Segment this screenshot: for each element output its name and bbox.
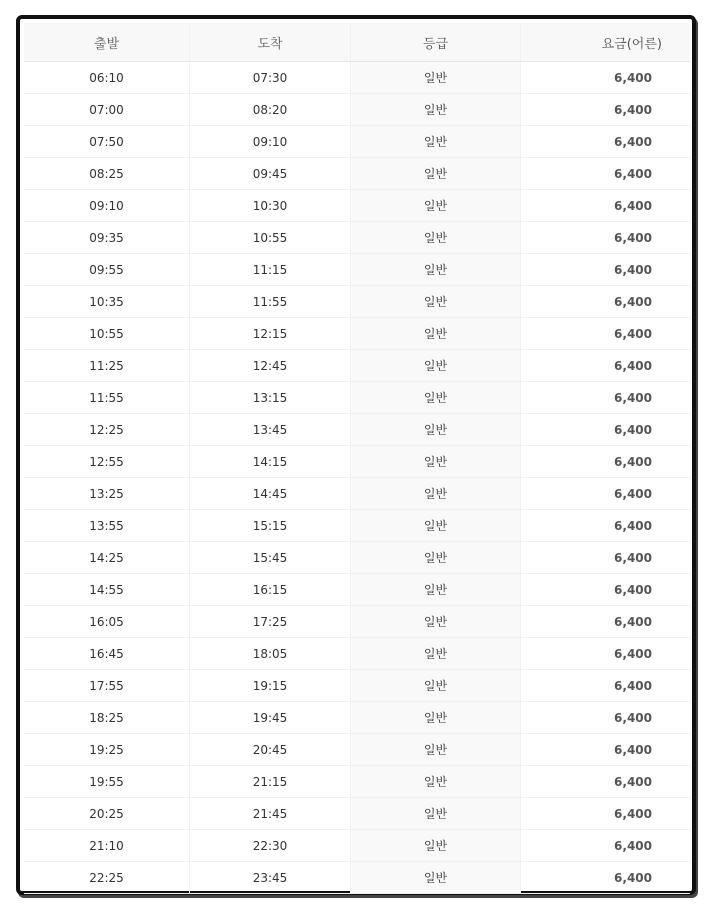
- fare-cell: 6,400: [614, 870, 652, 885]
- depart-time: 14:55: [24, 574, 190, 605]
- table-row: [24, 414, 690, 446]
- grade-cell: 일반: [351, 62, 521, 93]
- depart-time: 18:25: [24, 702, 190, 733]
- grade-cell: 일반: [351, 766, 521, 797]
- depart-time: 10:35: [24, 286, 190, 317]
- grade-cell: 일반: [351, 94, 521, 125]
- grade-cell: 일반: [351, 862, 521, 893]
- depart-time: 09:55: [24, 254, 190, 285]
- grade-cell: 일반: [351, 126, 521, 157]
- depart-time: 08:25: [24, 158, 190, 189]
- header-grade: 등급: [351, 23, 521, 61]
- arrive-time: 15:15: [190, 510, 351, 541]
- arrive-time: 14:15: [190, 446, 351, 477]
- fare-cell: 6,400: [614, 614, 652, 629]
- fare-cell: 6,400: [614, 294, 652, 309]
- depart-time: 11:55: [24, 382, 190, 413]
- grade-cell: 일반: [351, 158, 521, 189]
- table-row: [24, 766, 690, 798]
- grade-cell: 일반: [351, 190, 521, 221]
- arrive-time: 09:10: [190, 126, 351, 157]
- table-row: [24, 606, 690, 638]
- depart-time: 09:10: [24, 190, 190, 221]
- grade-cell: 일반: [351, 350, 521, 381]
- grade-cell: 일반: [351, 510, 521, 541]
- fare-cell: 6,400: [614, 582, 652, 597]
- depart-time: 14:25: [24, 542, 190, 573]
- arrive-time: 20:45: [190, 734, 351, 765]
- fare-cell: 6,400: [614, 646, 652, 661]
- timetable-frame: [16, 15, 696, 895]
- arrive-time: 07:30: [190, 62, 351, 93]
- arrive-time: 21:15: [190, 766, 351, 797]
- fare-cell: 6,400: [614, 166, 652, 181]
- grade-cell: 일반: [351, 830, 521, 861]
- fare-cell: 6,400: [614, 806, 652, 821]
- fare-cell: 6,400: [614, 230, 652, 245]
- arrive-time: 09:45: [190, 158, 351, 189]
- grade-cell: 일반: [351, 542, 521, 573]
- table-row: [24, 798, 690, 830]
- table-row: [24, 94, 690, 126]
- grade-cell: 일반: [351, 318, 521, 349]
- grade-cell: 일반: [351, 446, 521, 477]
- arrive-time: 10:30: [190, 190, 351, 221]
- arrive-time: 11:15: [190, 254, 351, 285]
- depart-time: 20:25: [24, 798, 190, 829]
- table-row: [24, 478, 690, 510]
- depart-time: 09:35: [24, 222, 190, 253]
- arrive-time: 08:20: [190, 94, 351, 125]
- fare-cell: 6,400: [614, 70, 652, 85]
- bus-timetable: [24, 23, 690, 894]
- arrive-time: 23:45: [190, 862, 351, 893]
- table-row: [24, 510, 690, 542]
- header-fare: 요금(어른): [601, 36, 662, 52]
- arrive-time: 15:45: [190, 542, 351, 573]
- fare-cell: 6,400: [614, 102, 652, 117]
- grade-cell: 일반: [351, 254, 521, 285]
- depart-time: 19:55: [24, 766, 190, 797]
- depart-time: 17:55: [24, 670, 190, 701]
- arrive-time: 12:15: [190, 318, 351, 349]
- arrive-time: 10:55: [190, 222, 351, 253]
- depart-time: 06:10: [24, 62, 190, 93]
- arrive-time: 22:30: [190, 830, 351, 861]
- depart-time: 16:45: [24, 638, 190, 669]
- arrive-time: 11:55: [190, 286, 351, 317]
- fare-cell: 6,400: [614, 678, 652, 693]
- table-row: [24, 830, 690, 862]
- grade-cell: 일반: [351, 702, 521, 733]
- grade-cell: 일반: [351, 286, 521, 317]
- header-arrive: 도착: [190, 23, 351, 61]
- fare-cell: 6,400: [614, 422, 652, 437]
- table-row: [24, 574, 690, 606]
- fare-cell: 6,400: [614, 774, 652, 789]
- arrive-time: 13:45: [190, 414, 351, 445]
- arrive-time: 19:45: [190, 702, 351, 733]
- arrive-time: 17:25: [190, 606, 351, 637]
- grade-cell: 일반: [351, 574, 521, 605]
- depart-time: 07:50: [24, 126, 190, 157]
- header-depart: 출발: [24, 23, 190, 61]
- grade-cell: 일반: [351, 798, 521, 829]
- arrive-time: 19:15: [190, 670, 351, 701]
- table-body: [24, 62, 690, 894]
- fare-cell: 6,400: [614, 326, 652, 341]
- depart-time: 07:00: [24, 94, 190, 125]
- depart-time: 12:55: [24, 446, 190, 477]
- grade-cell: 일반: [351, 222, 521, 253]
- table-row: [24, 158, 690, 190]
- table-row: [24, 254, 690, 286]
- depart-time: 13:55: [24, 510, 190, 541]
- table-row: [24, 446, 690, 478]
- table-row: [24, 318, 690, 350]
- fare-cell: 6,400: [614, 134, 652, 149]
- table-row: [24, 382, 690, 414]
- table-row: [24, 670, 690, 702]
- table-row: [24, 222, 690, 254]
- arrive-time: 16:15: [190, 574, 351, 605]
- grade-cell: 일반: [351, 478, 521, 509]
- table-row: [24, 702, 690, 734]
- grade-cell: 일반: [351, 734, 521, 765]
- depart-time: 13:25: [24, 478, 190, 509]
- fare-cell: 6,400: [614, 358, 652, 373]
- table-row: [24, 542, 690, 574]
- table-row: [24, 638, 690, 670]
- table-row: [24, 62, 690, 94]
- fare-cell: 6,400: [614, 390, 652, 405]
- fare-cell: 6,400: [614, 550, 652, 565]
- table-row: [24, 126, 690, 158]
- arrive-time: 14:45: [190, 478, 351, 509]
- fare-cell: 6,400: [614, 486, 652, 501]
- table-row: [24, 286, 690, 318]
- fare-cell: 6,400: [614, 710, 652, 725]
- fare-cell: 6,400: [614, 262, 652, 277]
- table-row: [24, 190, 690, 222]
- arrive-time: 18:05: [190, 638, 351, 669]
- grade-cell: 일반: [351, 606, 521, 637]
- arrive-time: 13:15: [190, 382, 351, 413]
- fare-cell: 6,400: [614, 518, 652, 533]
- fare-cell: 6,400: [614, 454, 652, 469]
- table-row: [24, 734, 690, 766]
- depart-time: 22:25: [24, 862, 190, 893]
- depart-time: 11:25: [24, 350, 190, 381]
- arrive-time: 12:45: [190, 350, 351, 381]
- table-row: [24, 350, 690, 382]
- depart-time: 19:25: [24, 734, 190, 765]
- table-header: [24, 23, 690, 62]
- table-row: [24, 862, 690, 894]
- grade-cell: 일반: [351, 638, 521, 669]
- grade-cell: 일반: [351, 382, 521, 413]
- depart-time: 16:05: [24, 606, 190, 637]
- grade-cell: 일반: [351, 670, 521, 701]
- fare-cell: 6,400: [614, 838, 652, 853]
- grade-cell: 일반: [351, 414, 521, 445]
- fare-cell: 6,400: [614, 198, 652, 213]
- arrive-time: 21:45: [190, 798, 351, 829]
- fare-cell: 6,400: [614, 742, 652, 757]
- depart-time: 10:55: [24, 318, 190, 349]
- depart-time: 12:25: [24, 414, 190, 445]
- depart-time: 21:10: [24, 830, 190, 861]
